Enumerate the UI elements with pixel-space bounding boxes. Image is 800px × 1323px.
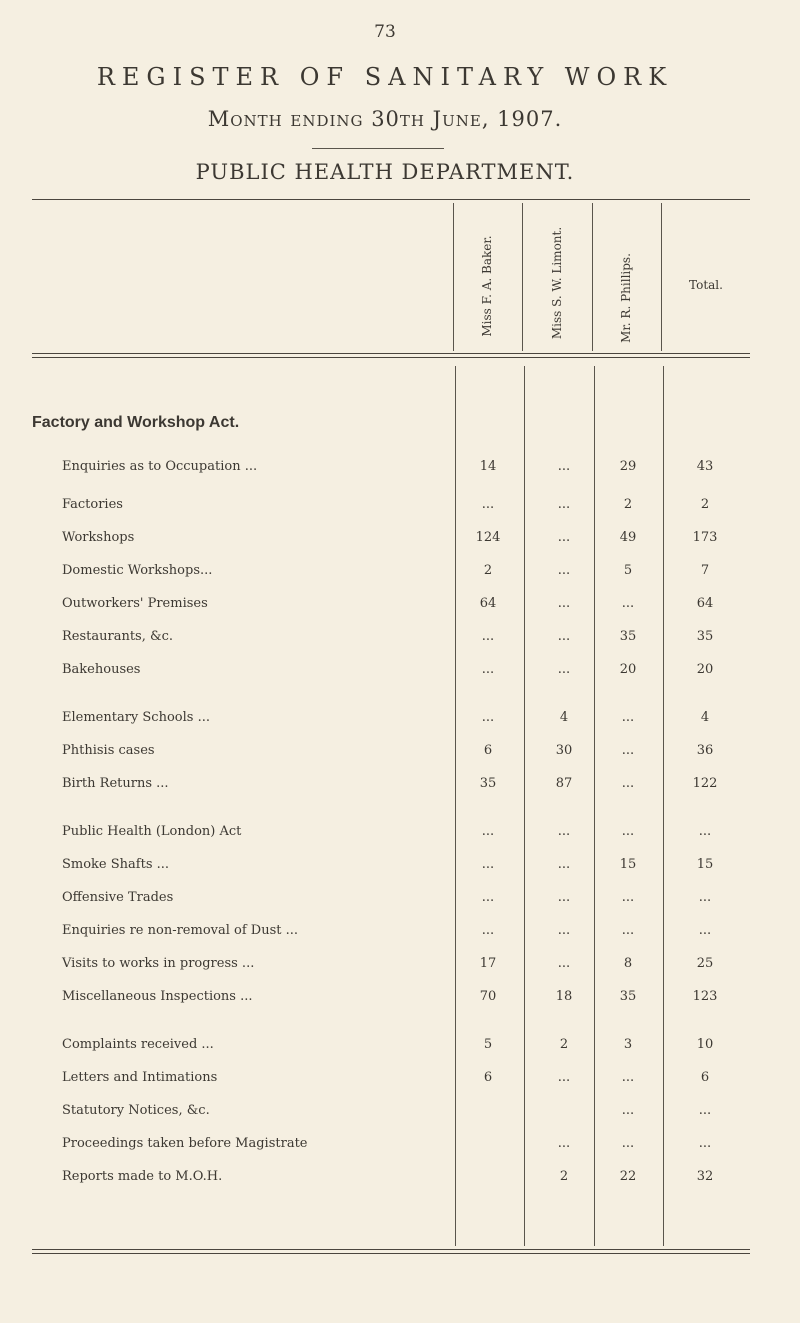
cell-baker: 2 bbox=[483, 563, 493, 578]
cell-phillips: ... bbox=[621, 923, 635, 938]
column-header-limont: Miss S. W. Limont. bbox=[550, 226, 564, 340]
cell-total: 32 bbox=[696, 1169, 714, 1184]
cell-limont: ... bbox=[557, 824, 571, 839]
cell-baker: ... bbox=[481, 890, 495, 905]
cell-phillips: ... bbox=[621, 776, 635, 791]
cell-total: 122 bbox=[692, 776, 718, 791]
row-label: Public Health (London) Act bbox=[62, 824, 242, 839]
row-label: Smoke Shafts ... bbox=[62, 857, 170, 872]
row-label: Elementary Schools ... bbox=[62, 710, 210, 725]
cell-total: ... bbox=[698, 890, 712, 905]
table-row bbox=[0, 563, 800, 593]
cell-baker: 124 bbox=[475, 530, 501, 545]
row-label: Complaints received ... bbox=[62, 1037, 214, 1052]
cell-baker: 6 bbox=[483, 1070, 493, 1085]
cell-total: 7 bbox=[700, 563, 710, 578]
cell-phillips: ... bbox=[621, 824, 635, 839]
cell-limont: ... bbox=[557, 923, 571, 938]
table-row bbox=[0, 824, 800, 854]
cell-limont: ... bbox=[557, 629, 571, 644]
cell-limont: 18 bbox=[555, 989, 573, 1004]
cell-total: 25 bbox=[696, 956, 714, 971]
row-label: Offensive Trades bbox=[62, 890, 174, 905]
cell-baker: 5 bbox=[483, 1037, 493, 1052]
cell-baker: ... bbox=[481, 497, 495, 512]
cell-total: 2 bbox=[700, 497, 710, 512]
header-rule-lower bbox=[32, 357, 750, 358]
row-label: Proceedings taken before Magistrate bbox=[62, 1136, 308, 1151]
cell-limont: ... bbox=[557, 596, 571, 611]
table-row bbox=[0, 776, 800, 806]
row-label: Domestic Workshops... bbox=[62, 563, 213, 578]
page-number: 73 bbox=[374, 22, 396, 42]
cell-phillips: ... bbox=[621, 1103, 635, 1118]
department-heading: PUBLIC HEALTH DEPARTMENT. bbox=[195, 160, 575, 184]
row-label: Enquiries as to Occupation ... bbox=[62, 459, 258, 474]
cell-limont: ... bbox=[557, 890, 571, 905]
page-title: REGISTER OF SANITARY WORK bbox=[96, 63, 674, 91]
cell-total: 6 bbox=[700, 1070, 710, 1085]
cell-limont: ... bbox=[557, 1136, 571, 1151]
cell-baker: ... bbox=[481, 662, 495, 677]
table-row bbox=[0, 923, 800, 953]
row-label: Reports made to M.O.H. bbox=[62, 1169, 223, 1184]
cell-baker: 14 bbox=[479, 459, 497, 474]
column-divider bbox=[661, 203, 662, 351]
column-divider bbox=[592, 203, 593, 351]
cell-phillips: 5 bbox=[623, 563, 633, 578]
table-row bbox=[0, 857, 800, 887]
cell-total: 4 bbox=[700, 710, 710, 725]
cell-total: ... bbox=[698, 1103, 712, 1118]
cell-phillips: ... bbox=[621, 743, 635, 758]
row-label: Workshops bbox=[62, 530, 135, 545]
cell-phillips: 3 bbox=[623, 1037, 633, 1052]
row-label: Statutory Notices, &c. bbox=[62, 1103, 210, 1118]
row-label: Letters and Intimations bbox=[62, 1070, 218, 1085]
cell-total: 36 bbox=[696, 743, 714, 758]
row-label: Visits to works in progress ... bbox=[62, 956, 255, 971]
cell-total: 15 bbox=[696, 857, 714, 872]
row-label: Phthisis cases bbox=[62, 743, 155, 758]
cell-phillips: 35 bbox=[619, 629, 637, 644]
cell-baker: ... bbox=[481, 629, 495, 644]
row-label: Factories bbox=[62, 497, 123, 512]
column-header-total: Total. bbox=[689, 278, 723, 292]
cell-total: 173 bbox=[692, 530, 718, 545]
cell-limont: 30 bbox=[555, 743, 573, 758]
table-row bbox=[0, 956, 800, 986]
cell-phillips: ... bbox=[621, 1136, 635, 1151]
table-row bbox=[0, 1037, 800, 1067]
column-divider bbox=[453, 203, 454, 351]
cell-total: 43 bbox=[696, 459, 714, 474]
header-rule-upper bbox=[32, 353, 750, 354]
cell-total: 35 bbox=[696, 629, 714, 644]
cell-baker: ... bbox=[481, 710, 495, 725]
cell-baker: 17 bbox=[479, 956, 497, 971]
row-label: Bakehouses bbox=[62, 662, 141, 677]
table-row bbox=[0, 497, 800, 527]
cell-phillips: ... bbox=[621, 596, 635, 611]
row-label: Restaurants, &c. bbox=[62, 629, 173, 644]
cell-baker: 64 bbox=[479, 596, 497, 611]
cell-limont: ... bbox=[557, 563, 571, 578]
table-row bbox=[0, 1103, 800, 1133]
table-bottom-rule-lower bbox=[32, 1253, 750, 1254]
table-row bbox=[0, 743, 800, 773]
cell-limont: ... bbox=[557, 459, 571, 474]
table-bottom-rule-upper bbox=[32, 1249, 750, 1250]
cell-total: ... bbox=[698, 1136, 712, 1151]
row-label: Miscellaneous Inspections ... bbox=[62, 989, 253, 1004]
cell-phillips: 35 bbox=[619, 989, 637, 1004]
column-header-phillips: Mr. R. Phillips. bbox=[619, 253, 633, 343]
cell-total: 123 bbox=[692, 989, 718, 1004]
cell-limont: ... bbox=[557, 1070, 571, 1085]
table-row bbox=[0, 1169, 800, 1199]
cell-phillips: 2 bbox=[623, 497, 633, 512]
table-row bbox=[0, 629, 800, 659]
cell-total: 64 bbox=[696, 596, 714, 611]
row-label: Birth Returns ... bbox=[62, 776, 169, 791]
cell-baker: 35 bbox=[479, 776, 497, 791]
cell-limont: ... bbox=[557, 497, 571, 512]
cell-limont: ... bbox=[557, 662, 571, 677]
row-label: Outworkers' Premises bbox=[62, 596, 208, 611]
table-row bbox=[0, 1070, 800, 1100]
table-row bbox=[0, 989, 800, 1019]
cell-limont: 2 bbox=[559, 1169, 569, 1184]
cell-phillips: 22 bbox=[619, 1169, 637, 1184]
page-subtitle: Month ending 30th June, 1907. bbox=[207, 107, 563, 131]
cell-phillips: ... bbox=[621, 890, 635, 905]
cell-phillips: 8 bbox=[623, 956, 633, 971]
cell-phillips: ... bbox=[621, 710, 635, 725]
table-row bbox=[0, 596, 800, 626]
cell-limont: ... bbox=[557, 857, 571, 872]
table-top-rule bbox=[32, 199, 750, 200]
cell-limont: 2 bbox=[559, 1037, 569, 1052]
cell-limont: 87 bbox=[555, 776, 573, 791]
cell-limont: ... bbox=[557, 956, 571, 971]
table-row bbox=[0, 1136, 800, 1166]
cell-phillips: 20 bbox=[619, 662, 637, 677]
cell-baker: ... bbox=[481, 923, 495, 938]
cell-total: 20 bbox=[696, 662, 714, 677]
cell-limont: ... bbox=[557, 530, 571, 545]
table-row bbox=[0, 662, 800, 692]
row-label: Enquiries re non-removal of Dust ... bbox=[62, 923, 299, 938]
title-divider bbox=[312, 148, 444, 149]
table-row bbox=[0, 710, 800, 740]
column-header-baker: Miss F. A. Baker. bbox=[480, 235, 494, 337]
cell-baker: 70 bbox=[479, 989, 497, 1004]
column-divider bbox=[522, 203, 523, 351]
table-row bbox=[0, 459, 800, 489]
cell-baker: 6 bbox=[483, 743, 493, 758]
table-row bbox=[0, 530, 800, 560]
cell-total: 10 bbox=[696, 1037, 714, 1052]
section-heading: Factory and Workshop Act. bbox=[32, 414, 240, 431]
cell-phillips: 29 bbox=[619, 459, 637, 474]
cell-total: ... bbox=[698, 923, 712, 938]
table-row bbox=[0, 890, 800, 920]
cell-baker: ... bbox=[481, 857, 495, 872]
cell-total: ... bbox=[698, 824, 712, 839]
cell-limont: 4 bbox=[559, 710, 569, 725]
cell-baker: ... bbox=[481, 824, 495, 839]
cell-phillips: ... bbox=[621, 1070, 635, 1085]
cell-phillips: 15 bbox=[619, 857, 637, 872]
cell-phillips: 49 bbox=[619, 530, 637, 545]
